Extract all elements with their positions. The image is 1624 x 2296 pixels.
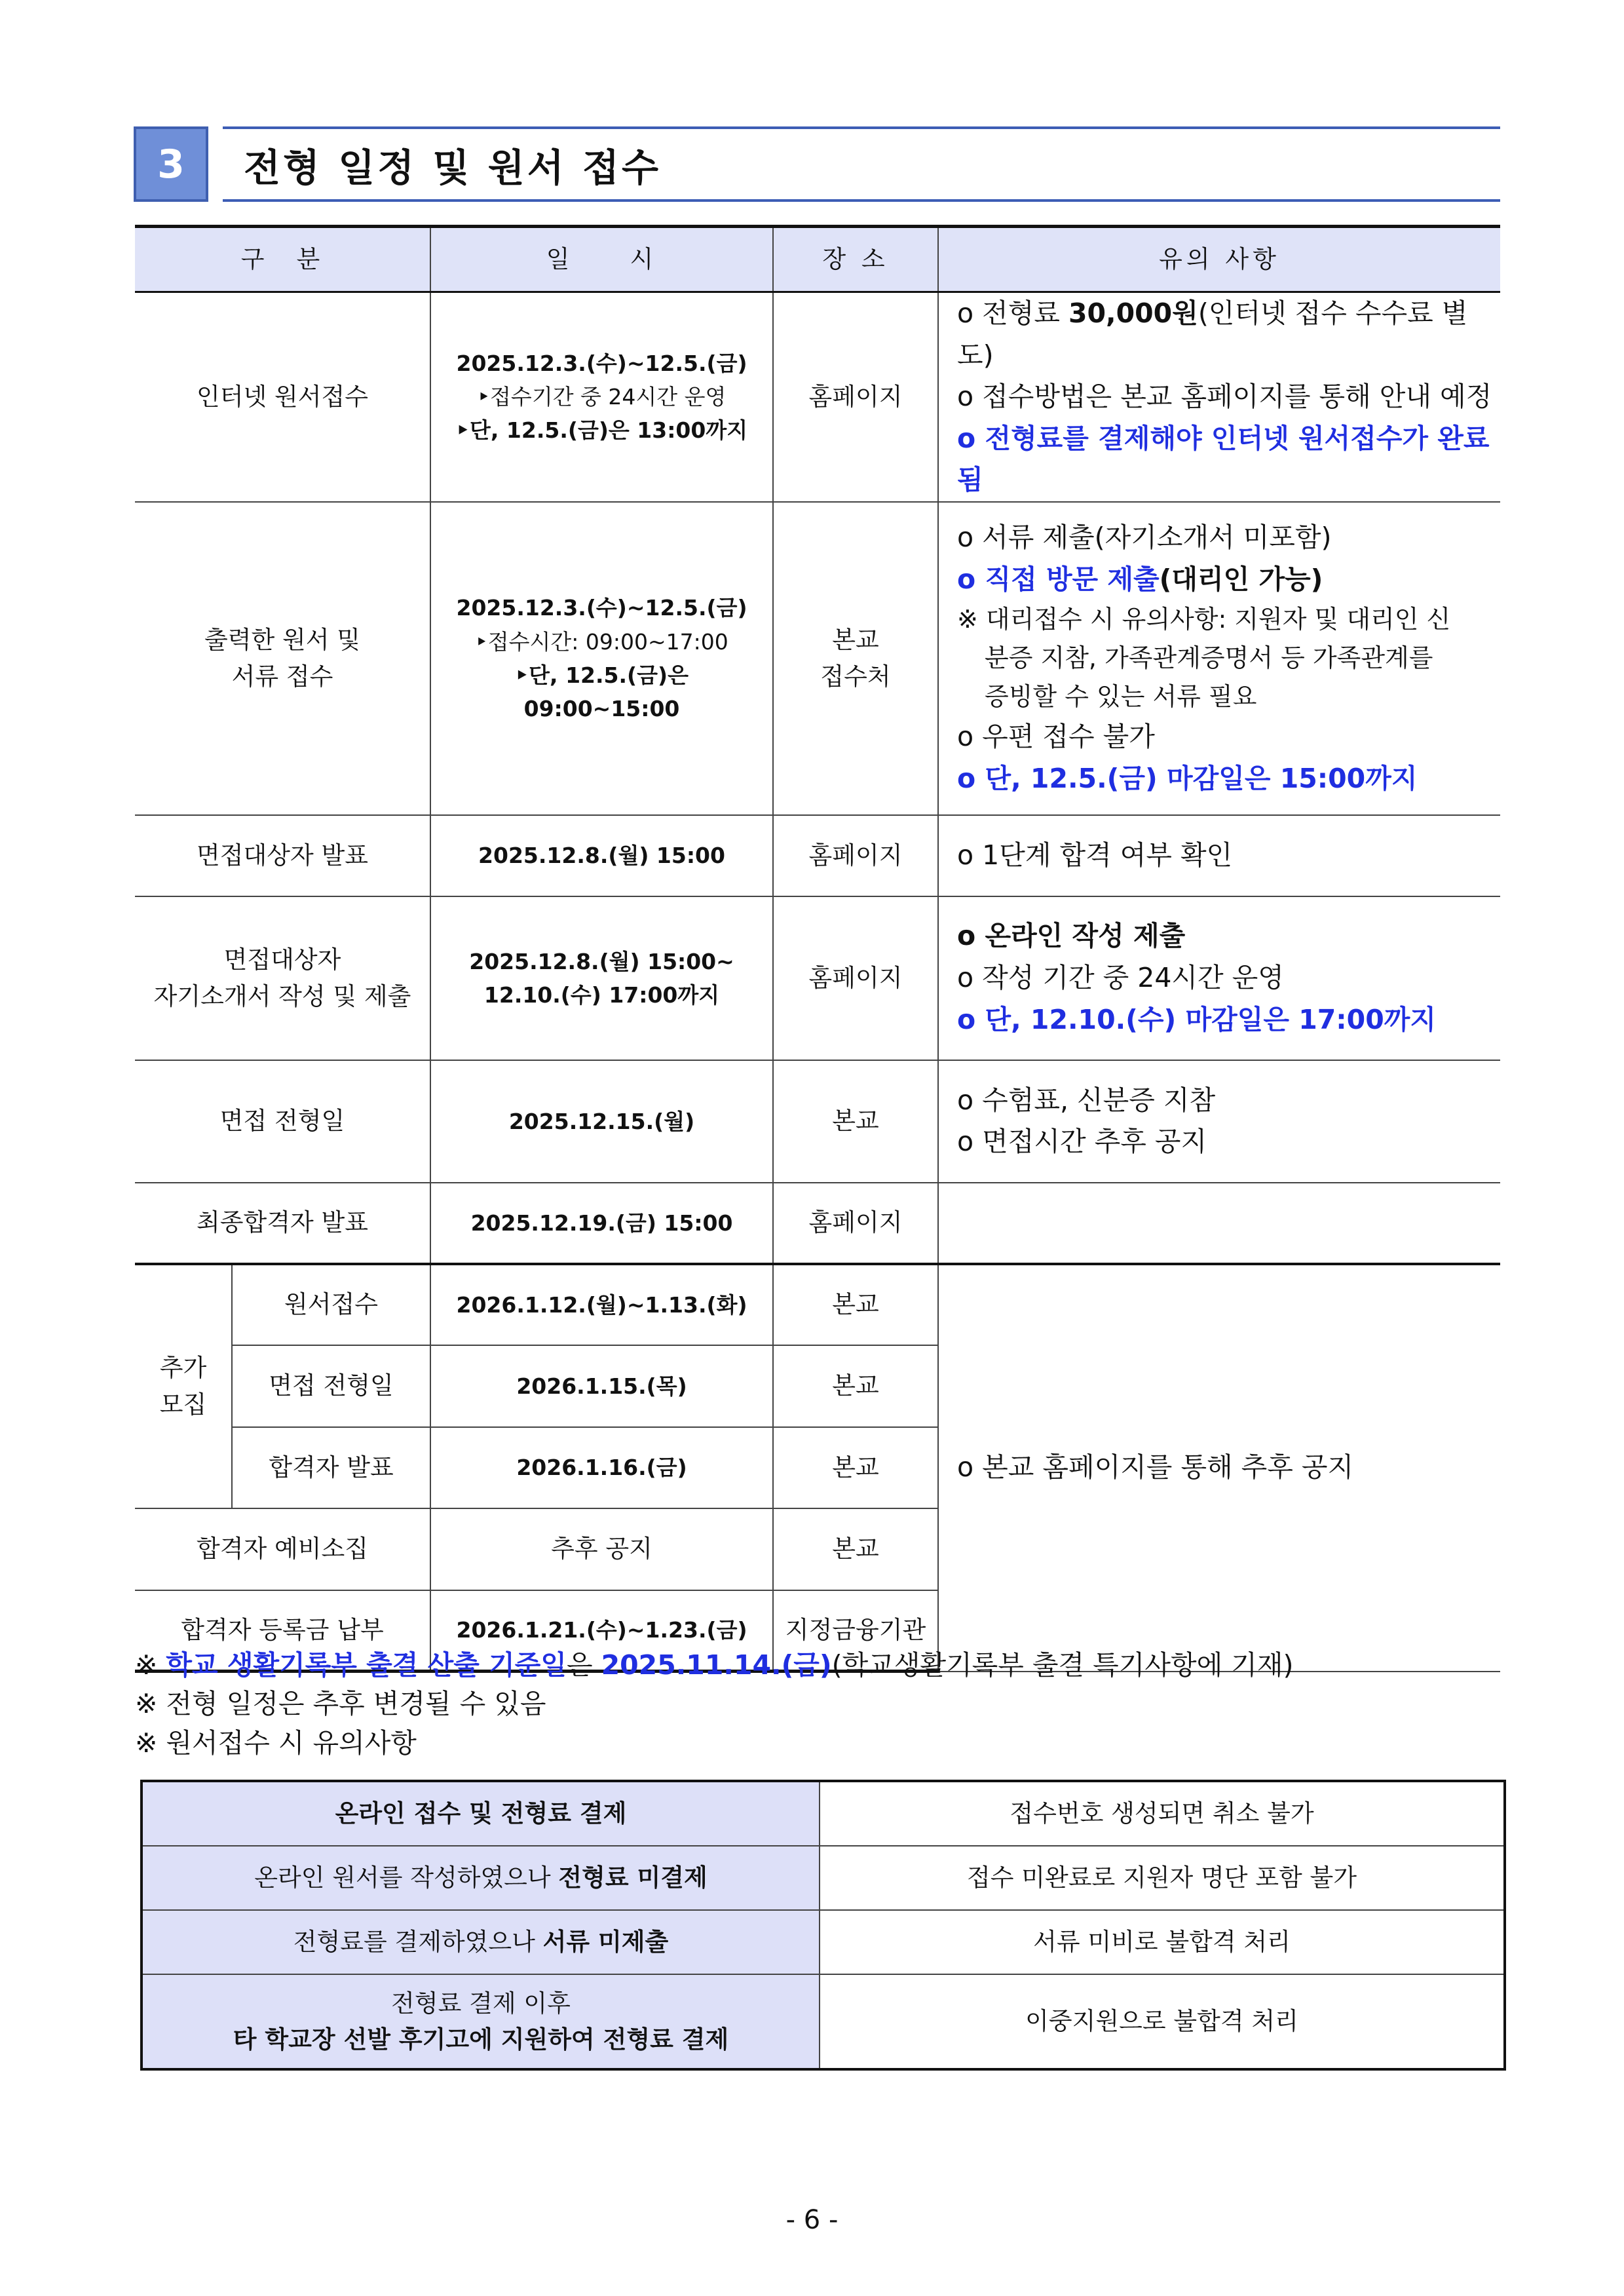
header-notes: 유의 사항 xyxy=(938,227,1500,292)
row-notes: o 본교 홈페이지를 통해 추후 공지 xyxy=(938,1264,1500,1672)
row-date xyxy=(430,502,773,815)
row-place: 지정금융기관 xyxy=(773,1590,938,1672)
note-line xyxy=(957,293,1494,376)
row-place: 홈페이지 xyxy=(773,292,938,502)
date-line: ‣단, 12.5.(금)은 13:00까지 xyxy=(455,417,748,444)
case-text: 전형료 결제 이후 xyxy=(391,1989,571,2018)
note-text: o 전형료 xyxy=(957,297,1068,329)
row-date: 추후 공지 xyxy=(430,1508,773,1590)
row-notes xyxy=(938,502,1500,815)
label-line: 추가 xyxy=(159,1354,207,1383)
row-label: 인터넷 원서접수 xyxy=(135,292,430,502)
table-row xyxy=(135,292,1500,502)
table-row xyxy=(142,1910,1505,1974)
footnote-text: 은 xyxy=(566,1649,601,1681)
header-category: 구 분 xyxy=(135,227,430,292)
row-notes xyxy=(938,292,1500,502)
row-date xyxy=(430,896,773,1060)
table-header-row xyxy=(135,227,1500,292)
label-line: 면접대상자 xyxy=(223,946,341,974)
caution-case xyxy=(142,1974,820,2069)
note-blue: o 직접 방문 제출 xyxy=(957,563,1160,595)
note-line: 증빙할 수 있는 서류 필요 xyxy=(985,682,1257,712)
caution-table xyxy=(140,1780,1506,2071)
note-line: o 온라인 작성 제출 xyxy=(957,920,1186,952)
caution-result: 서류 미비로 불합격 처리 xyxy=(820,1910,1505,1974)
row-date: 2026.1.21.(수)~1.23.(금) xyxy=(430,1590,773,1672)
note-line: o 수험표, 신분증 지참 xyxy=(957,1084,1216,1116)
section-title: 전형 일정 및 원서 접수 xyxy=(244,145,662,190)
date-line: 2025.12.8.(월) 15:00~ xyxy=(469,948,734,974)
case-bold: 타 학교장 선발 후기고에 지원하여 전형료 결제 xyxy=(233,2025,729,2054)
row-label: 면접대상자 발표 xyxy=(135,815,430,896)
caution-case xyxy=(142,1910,820,1974)
label-line: 자기소개서 작성 및 제출 xyxy=(153,982,411,1010)
row-date xyxy=(430,292,773,502)
row-place xyxy=(773,502,938,815)
row-label: 합격자 등록금 납부 xyxy=(135,1590,430,1672)
row-label xyxy=(135,896,430,1060)
date-line: 2025.12.3.(수)~12.5.(금) xyxy=(456,595,747,621)
note-line: ※ 대리접수 시 유의사항: 지원자 및 대리인 신 xyxy=(957,605,1451,634)
section-number: 3 xyxy=(134,126,208,202)
note-bold: 30,000원 xyxy=(1068,297,1198,329)
date-line: ‣접수시간: 09:00~17:00 xyxy=(475,628,728,655)
note-line: o 작성 기간 중 24시간 운영 xyxy=(957,961,1284,993)
row-date: 2026.1.12.(월)~1.13.(화) xyxy=(430,1264,773,1345)
note-line: o 서류 제출(자기소개서 미포함) xyxy=(957,522,1332,554)
note-bold: (대리인 가능) xyxy=(1159,563,1323,595)
row-place: 홈페이지 xyxy=(773,896,938,1060)
date-line: ‣접수기간 중 24시간 운영 xyxy=(477,384,727,410)
row-notes: o 1단계 합격 여부 확인 xyxy=(938,815,1500,896)
row-place: 홈페이지 xyxy=(773,815,938,896)
case-text: 온라인 원서를 작성하였으나 xyxy=(254,1864,559,1892)
place-line: 접수처 xyxy=(820,662,891,691)
row-label: 합격자 예비소집 xyxy=(135,1508,430,1590)
footnotes xyxy=(135,1646,1504,1763)
row-notes xyxy=(938,896,1500,1060)
row-place: 본교 xyxy=(773,1264,938,1345)
note-text: (인터넷 접수 수수료 별도) xyxy=(957,297,1468,371)
case-text: 전형료를 결제하였으나 xyxy=(293,1928,543,1957)
table-row xyxy=(142,1846,1505,1910)
date-line: 2025.12.3.(수)~12.5.(금) xyxy=(456,351,747,377)
date-line: 12.10.(수) 17:00까지 xyxy=(483,982,720,1008)
note-line: o 전형료를 결제해야 인터넷 원서접수가 완료됨 xyxy=(957,422,1490,496)
table-row xyxy=(135,815,1500,896)
note-line: o 접수방법은 본교 홈페이지를 통해 안내 예정 xyxy=(957,381,1492,413)
header-place: 장 소 xyxy=(773,227,938,292)
case-bold: 전형료 미결제 xyxy=(558,1864,708,1892)
table-row xyxy=(135,502,1500,815)
caution-case: 온라인 접수 및 전형료 결제 xyxy=(142,1781,820,1846)
footnote-blue: 2025.11.14.(금) xyxy=(601,1649,832,1681)
note-line xyxy=(957,559,1494,601)
header-datetime: 일 시 xyxy=(430,227,773,292)
caution-result: 접수 미완료로 지원자 명단 포함 불가 xyxy=(820,1846,1505,1910)
row-date: 2026.1.15.(목) xyxy=(430,1345,773,1427)
row-date: 2026.1.16.(금) xyxy=(430,1427,773,1508)
row-place: 본교 xyxy=(773,1508,938,1590)
note-line: o 우편 접수 불가 xyxy=(957,721,1155,753)
row-date: 2025.12.19.(금) 15:00 xyxy=(430,1183,773,1264)
note-line: o 단, 12.5.(금) 마감일은 15:00까지 xyxy=(957,762,1418,794)
row-label: 면접 전형일 xyxy=(135,1060,430,1183)
table-row xyxy=(135,896,1500,1060)
row-label: 면접 전형일 xyxy=(232,1345,430,1427)
table-row xyxy=(135,1264,1500,1345)
row-label: 원서접수 xyxy=(232,1264,430,1345)
note-line: o 단, 12.10.(수) 마감일은 17:00까지 xyxy=(957,1003,1436,1035)
note-line: o 면접시간 추후 공지 xyxy=(957,1126,1207,1158)
footnote-text: ※ xyxy=(135,1649,166,1681)
caution-result: 접수번호 생성되면 취소 불가 xyxy=(820,1781,1505,1846)
row-label: 합격자 발표 xyxy=(232,1427,430,1508)
footnote-blue: 학교 생활기록부 출결 산출 기준일 xyxy=(166,1649,567,1681)
row-place: 홈페이지 xyxy=(773,1183,938,1264)
footnote-line xyxy=(135,1646,1504,1685)
row-label xyxy=(135,502,430,815)
row-date: 2025.12.8.(월) 15:00 xyxy=(430,815,773,896)
table-row xyxy=(135,1060,1500,1183)
caution-result: 이중지원으로 불합격 처리 xyxy=(820,1974,1505,2069)
row-notes xyxy=(938,1060,1500,1183)
caution-case xyxy=(142,1846,820,1910)
footnote-text: (학교생활기록부 출결 특기사항에 기재) xyxy=(831,1649,1294,1681)
footnote-line: ※ 원서접수 시 유의사항 xyxy=(135,1727,417,1759)
page-number: - 6 - xyxy=(785,2205,839,2235)
section-heading xyxy=(134,126,1500,202)
row-place: 본교 xyxy=(773,1060,938,1183)
row-label: 최종합격자 발표 xyxy=(135,1183,430,1264)
schedule-table xyxy=(135,225,1500,1673)
label-line: 모집 xyxy=(159,1390,207,1419)
place-line: 본교 xyxy=(832,626,879,655)
footnote-line: ※ 전형 일정은 추후 변경될 수 있음 xyxy=(135,1688,546,1720)
row-date: 2025.12.15.(월) xyxy=(430,1060,773,1183)
note-line: 분증 지참, 가족관계증명서 등 가족관계를 xyxy=(985,643,1433,673)
table-row xyxy=(142,1974,1505,2069)
case-bold: 서류 미제출 xyxy=(542,1928,669,1957)
row-place: 본교 xyxy=(773,1427,938,1508)
row-place: 본교 xyxy=(773,1345,938,1427)
label-line: 서류 접수 xyxy=(231,662,333,691)
label-line: 출력한 원서 및 xyxy=(204,626,360,655)
table-row xyxy=(135,1183,1500,1264)
extra-recruit-label xyxy=(135,1264,232,1508)
table-row xyxy=(142,1781,1505,1846)
row-notes xyxy=(938,1183,1500,1264)
date-line: ‣단, 12.5.(금)은 09:00~15:00 xyxy=(515,662,689,721)
